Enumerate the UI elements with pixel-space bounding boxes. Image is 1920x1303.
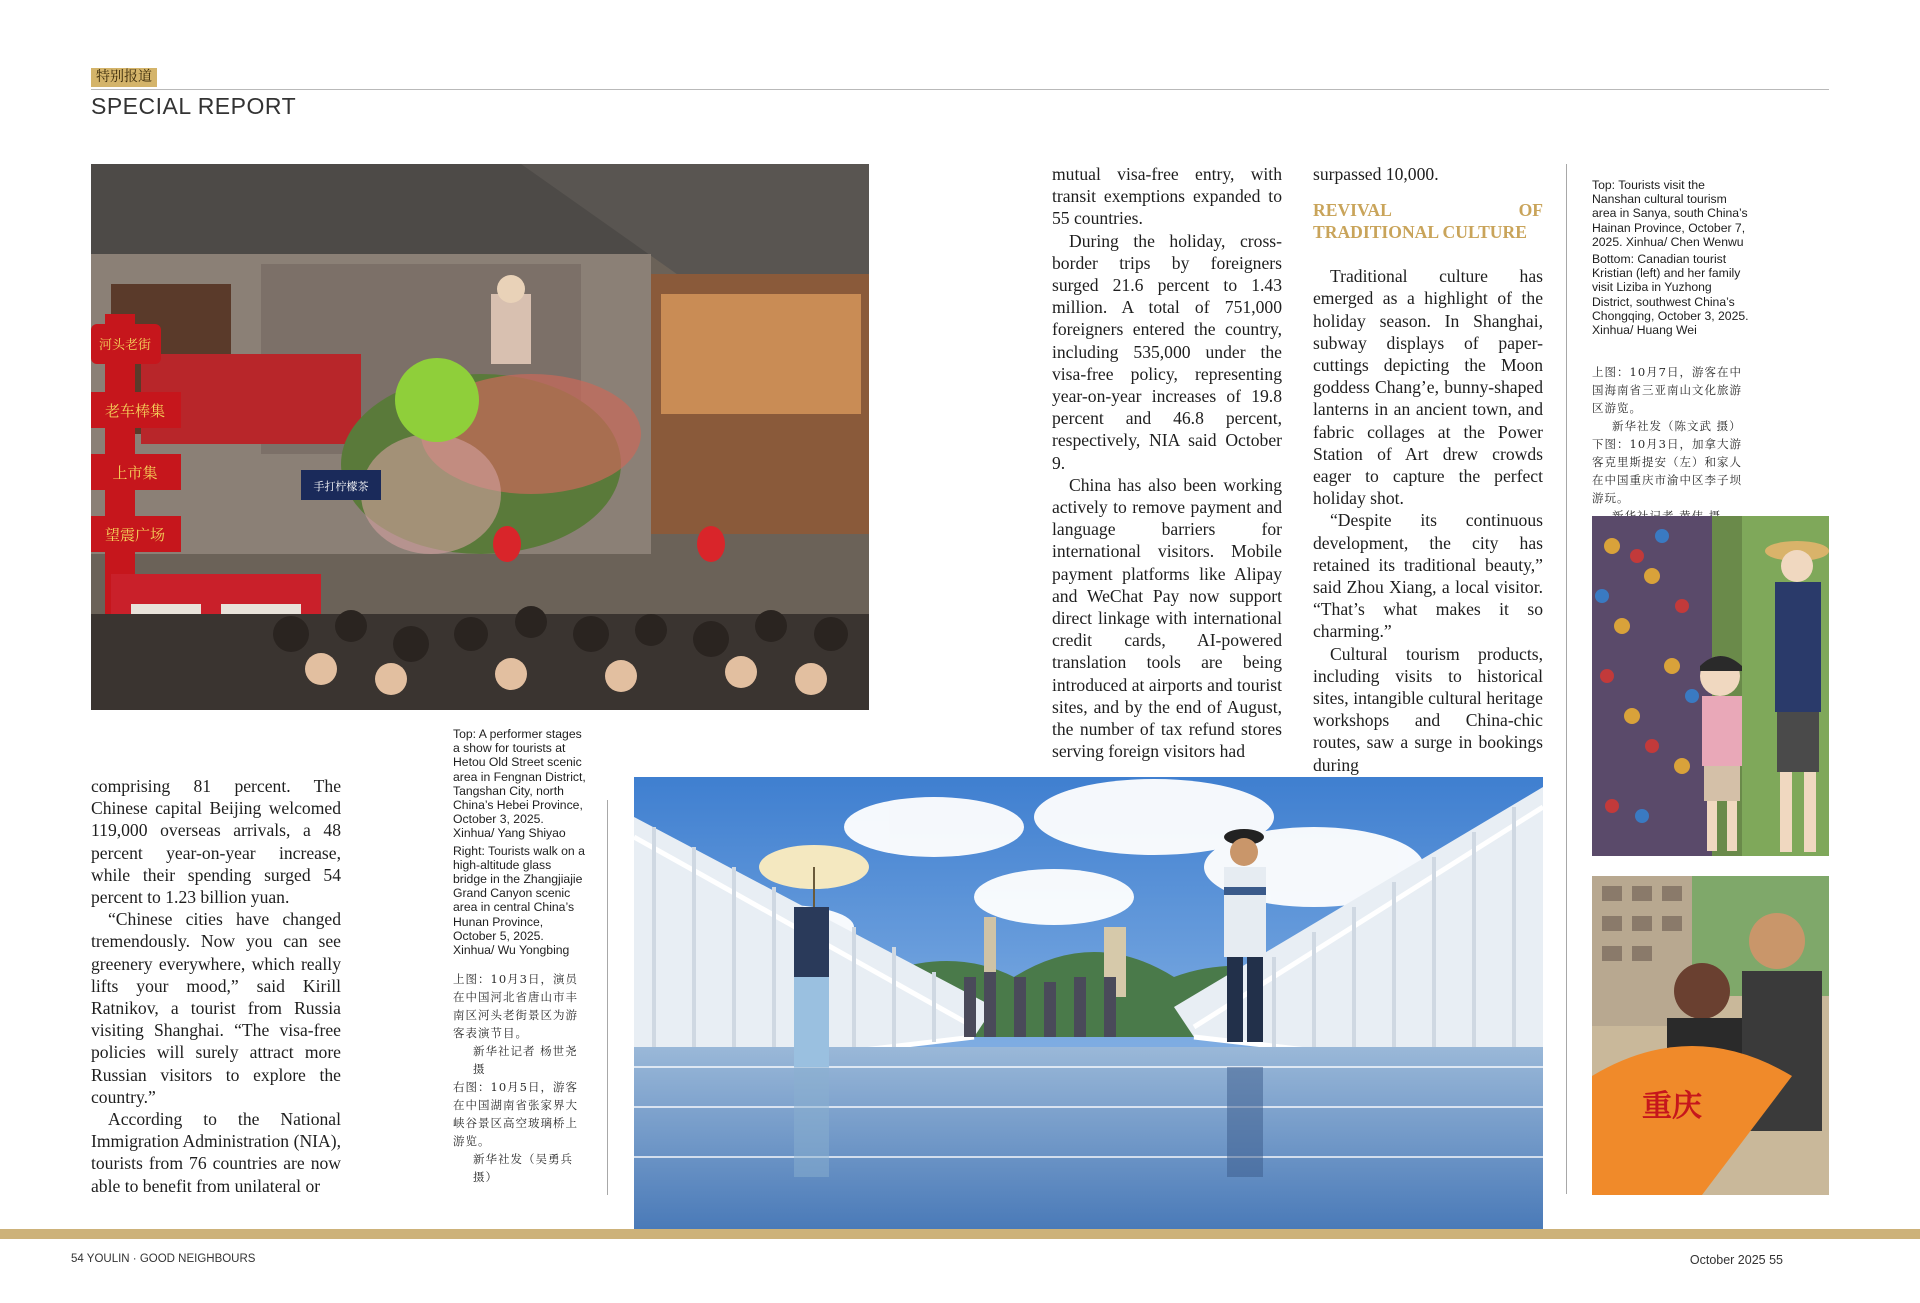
caption-zh-bottom: 下图：10月3日，加拿大游客克里斯提安（左）和家人在中国重庆市渝中区李子坝游玩。 [1592,437,1742,505]
sign-shiji: 上市集 [112,464,158,482]
sign-laoche: 老车棒集 [104,402,166,420]
caption-zh-right: 右图：10月5日，游客在中国湖南省张家界大峡谷景区高空玻璃桥上游览。 [453,1080,578,1148]
caption-zh-top: 上图：10月7日，游客在中国海南省三亚南山文化旅游区游览。 [1592,365,1742,415]
paragraph: Traditional culture has emerged as a highlight of the holiday season. In Shanghai, subway displays of paper-cuttings depicting the Moon goddess Chang’e, bunny-shaped lanterns in an ancient town, and fabric collages at the Power Station of Art drew crowds eager to capture the perfect holiday shot. [1313,266,1543,509]
section-tag-zh: 特别报道 [91,68,157,87]
paragraph: During the holiday, cross-border trips by foreigners surged 21.6 percent to 1.43 million. A total of 751,000 foreigners entered the country, including 535,000 under the visa-free policy, representing year-on-year increases of 19.8 percent and 46.8 percent, respectively, NIA said October 9. [1052,230,1282,473]
footer-right: October 2025 55 [1689,1253,1783,1267]
sign-plaza: 望震广场 [104,526,166,544]
fan-text: 重庆 [1642,1089,1702,1124]
column-divider-right [1566,164,1567,1194]
photo-chongqing-liziba [1592,876,1829,1195]
paragraph: China has also been working actively to remove payment and language barriers for international visitors. Mobile payment platforms like Alipay and WeChat Pay now support direct linkage with international credit cards, AI-powered translation tools are being introduced at airports and tourist sites, and by the end of August, the number of tax refund stores serving foreign visitors had [1052,474,1282,762]
section-title: SPECIAL REPORT [91,93,297,119]
text-column-middle-2 [1313,163,1543,776]
sign-lemon-tea: 手打柠檬茶 [313,480,369,493]
footer-gold-band [0,1229,1920,1239]
header-rule [91,89,1829,90]
caption-top: Top: Tourists visit the Nanshan cultural tourism area in Sanya, south China’s Hainan Province, October 7, 2025. Xinhua/ Chen Wenwu [1592,178,1748,249]
footer-left: 54 YOULIN · GOOD NEIGHBOURS [71,1253,256,1265]
photo-nanshan-sanya [1592,516,1829,856]
caption-right-en [1592,178,1752,340]
caption-right: Right: Tourists walk on a high-altitude glass bridge in the Zhangjiajie Grand Canyon scenic area in central China’s Hunan Province, October 5, 2025. Xinhua/ Wu Yongbing [453,843,585,958]
text-column-left [91,775,341,1197]
caption-zh-top-credit: 新华社发（陈文武 摄） [1612,419,1742,433]
paragraph: Cultural tourism products, including visits to historical sites, intangible cultural heritage workshops and China-chic routes, saw a surge in bookings during [1313,643,1543,775]
paragraph: “Despite its continuous development, the city has retained its traditional beauty,” said Zhou Xiang, a local visitor. “That’s what makes it so charming.” [1313,510,1543,642]
paragraph: comprising 81 percent. The Chinese capital Beijing welcomed 119,000 overseas arrivals, a 48 percent year-on-year increase, while their spending surged 54 percent to 1.23 billion yuan. [91,776,341,908]
paragraph: mutual visa-free entry, with transit exemptions expanded to 55 countries. [1052,164,1282,229]
subhead-revival: REVIVAL OF TRADITIONAL CULTURE [1313,200,1543,243]
sign-hetou: 河头老街 [98,338,152,353]
caption-bottom: Bottom: Canadian tourist Kristian (left) and her family visit Liziba in Yuzhong District, southwest China’s Chongqing, October 3, 2025. Xinhua/ Huang Wei [1592,252,1749,338]
paragraph: According to the National Immigration Administration (NIA), tourists from 76 countries are now able to benefit from unilateral or [91,1109,341,1196]
column-divider-center [607,800,608,1195]
caption-right-zh [1592,363,1752,525]
caption-zh-right-credit: 新华社发（吴勇兵 摄） [473,1152,573,1184]
photo-glass-bridge [634,777,1543,1229]
photo-hetou-old-street [91,164,869,710]
caption-center-en [453,727,587,960]
caption-zh-top-credit: 新华社记者 杨世尧 摄 [473,1044,578,1076]
caption-top: Top: A performer stages a show for tourists at Hetou Old Street scenic area in Fengnan District, Tangshan City, north China’s Hebei Province, October 3, 2025. Xinhua/ Yang Shiyao [453,727,586,841]
caption-zh-top: 上图：10月3日，演员在中国河北省唐山市丰南区河头老街景区为游客表演节目。 [453,972,578,1040]
paragraph: surpassed 10,000. [1313,164,1439,184]
text-column-middle-1 [1052,163,1282,762]
caption-center-zh [453,970,587,1186]
paragraph: “Chinese cities have changed tremendously. Now you can see greenery everywhere, which really lifts your mood,” said Kirill Ratnikov, a tourist from Russia visiting Shanghai. “The visa-free policies will surely attract more Russian visitors to explore the country.” [91,909,341,1107]
